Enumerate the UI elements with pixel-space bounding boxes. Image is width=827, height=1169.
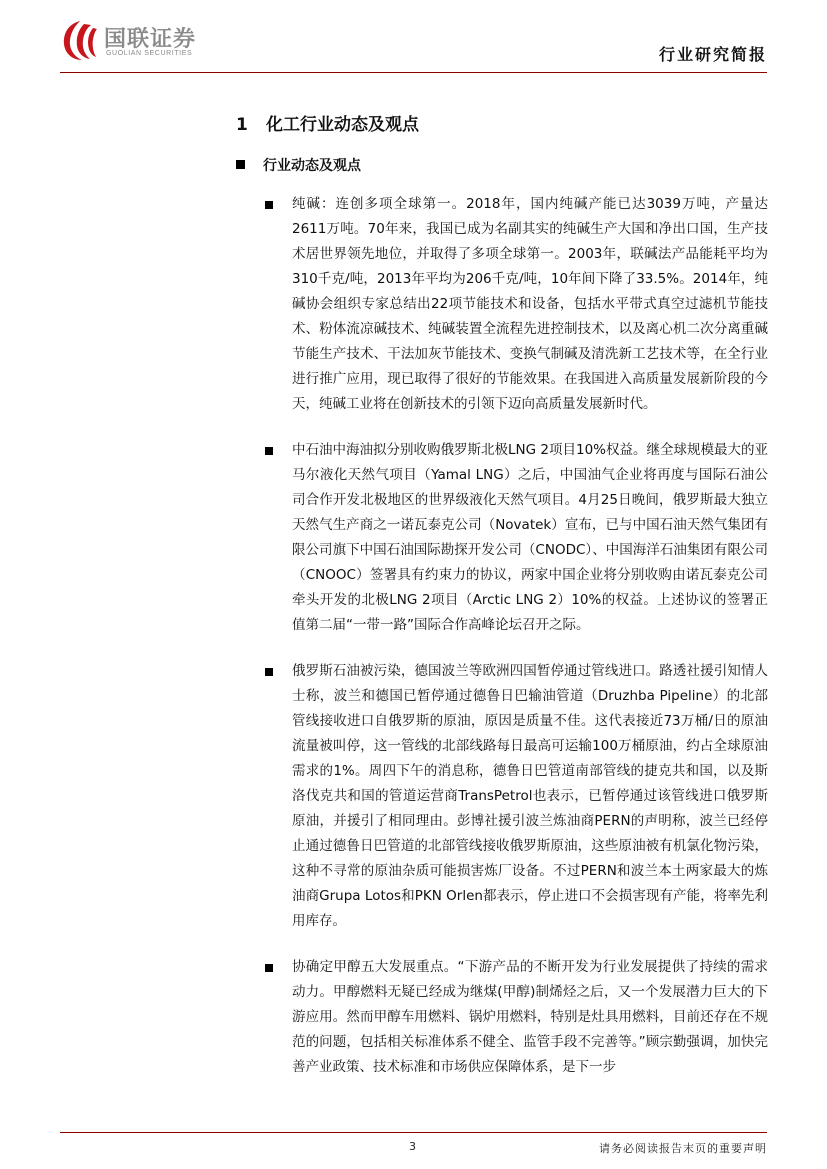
news-item-text: 中石油中海油拟分别收购俄罗斯北极LNG 2项目10%权益。继全球规模最大的亚马尔液化天然气项目（Yamal LNG）之后，中国油气企业将再度与国际石油公司合作开发北极地区的世界级液化天然气项目。4月25日晚间，俄罗斯最大独立天然气生产商之一诺瓦泰克公司（Novatek）宣布，已与中国石油天然气集团有限公司旗下中国石油国际勘探开发公司（CNODC）、中国海洋石油集团有限公司（CNOOC）签署具有约束力的协议，两家中国企业将分别收购由诺瓦泰克公司牵头开发的北极LNG 2项目（Arctic LNG 2）10%的权益。上述协议的签署正值第二届“一带一路”国际合作高峰论坛召开之际。 [292,442,768,633]
section-title-text: 化工行业动态及观点 [266,115,419,135]
footer-disclaimer: 请务必阅读报告末页的重要声明 [599,1142,767,1155]
logo-chinese-name: 国联证券 [104,27,197,52]
subsection-heading [236,155,361,175]
section-title [236,110,419,135]
news-item [262,438,768,638]
square-bullet-icon [265,668,273,676]
header-divider [60,72,767,73]
section-number: 1 [236,115,248,135]
page-header [0,0,827,80]
square-bullet-icon [265,201,273,209]
news-item [262,659,768,934]
news-item-text: 协确定甲醇五大发展重点。“下游产品的不断开发为行业发展提供了持续的需求动力。甲醇燃料无疑已经成为继煤(甲醇)制烯烃之后，又一个发展潜力巨大的下游应用。然而甲醇车用燃料、锅炉用燃料，特别是灶具用燃料，目前还存在不规范的问题，包括相关标准体系不健全、监管手段不完善等。”顾宗勤强调，加快完善产业政策、技术标准和市场供应保障体系，是下一步 [292,959,768,1075]
footer-divider [60,1132,767,1133]
company-logo [60,18,260,62]
subsection-title-text: 行业动态及观点 [263,158,361,174]
square-bullet-icon [265,964,273,972]
document-type-label: 行业研究简报 [658,45,767,64]
news-item-text: 俄罗斯石油被污染，德国波兰等欧洲四国暂停通过管线进口。路透社援引知情人士称，波兰和德国已暂停通过德鲁日巴输油管道（Druzhba Pipeline）的北部管线接收进口自俄罗斯的原油，原因是质量不佳。这代表接近73万桶/日的原油流量被叫停，这一管线的北部线路每日最高可运输100万桶原油，约占全球原油需求的1%。周四下午的消息称，德鲁日巴管道南部管线的捷克共和国，以及斯洛伐克共和国的管道运营商TransPetrol也表示，已暂停通过该管线进口俄罗斯原油，并援引了相同理由。彭博社援引波兰炼油商PERN的声明称，波兰已经停止通过德鲁日巴管道的北部管线接收俄罗斯原油，这些原油被有机氯化物污染，这种不寻常的原油杂质可能损害炼厂设备。不过PERN和波兰本土两家最大的炼油商Grupa Lotos和PKN Orlen都表示，停止进口不会损害现有产能，将率先利用库存。 [292,663,768,929]
logo-english-name: GUOLIAN SECURITIES [106,50,193,57]
square-bullet-icon [265,447,273,455]
page-number: 3 [409,1140,416,1153]
news-list [262,192,768,1101]
square-bullet-icon [236,160,245,169]
news-item [262,955,768,1080]
news-item-text: 纯碱：连创多项全球第一。2018年，国内纯碱产能已达3039万吨，产量达2611万吨。70年来，我国已成为名副其实的纯碱生产大国和净出口国，生产技术居世界领先地位，并取得了多项全球第一。2003年，联碱法产品能耗平均为310千克/吨，2013年平均为206千克/吨，10年间下降了33.5%。2014年，纯碱协会组织专家总结出22项节能技术和设备，包括水平带式真空过滤机节能技术、粉体流凉碱技术、纯碱装置全流程先进控制技术，以及离心机二次分离重碱节能生产技术、干法加灰节能技术、变换气制碱及清洗新工艺技术等，在全行业进行推广应用，现已取得了很好的节能效果。在我国进入高质量发展新阶段的今天，纯碱工业将在创新技术的引领下迈向高质量发展新时代。 [292,196,768,412]
logo-mark-icon [60,18,100,62]
news-item [262,192,768,417]
